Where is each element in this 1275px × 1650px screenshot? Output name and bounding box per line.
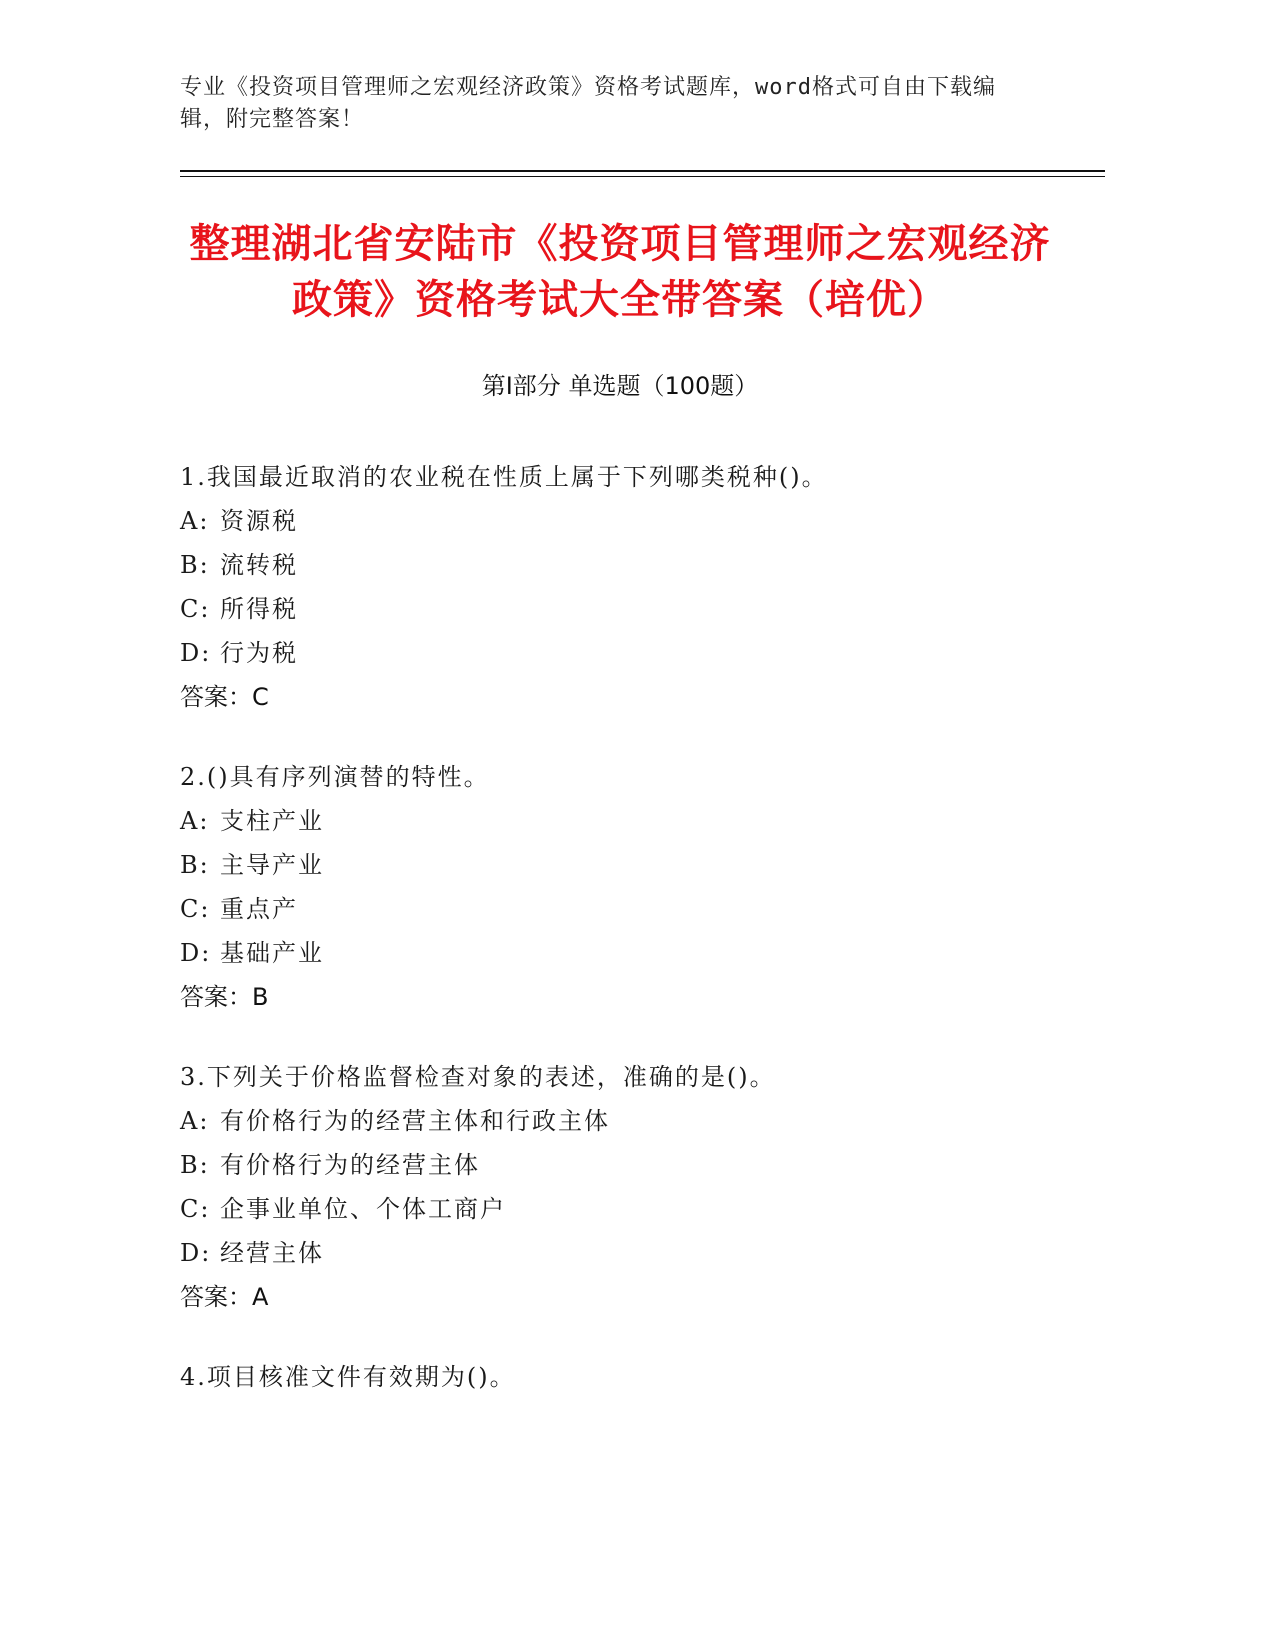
option-b [180, 543, 1080, 587]
option-letter: B: [180, 851, 210, 879]
header-rule-thick [180, 170, 1105, 172]
question-stem: 2.()具有序列演替的特性。 [180, 763, 490, 791]
option-letter: D: [180, 639, 212, 667]
option-a [180, 1099, 1080, 1143]
option-text: 所得税 [220, 595, 298, 623]
question-stem: 4.项目核准文件有效期为()。 [180, 1363, 516, 1391]
option-d [180, 1231, 1080, 1275]
answer-line: 答案：A [180, 1283, 269, 1311]
option-letter: B: [180, 1151, 210, 1179]
option-text: 资源税 [220, 507, 298, 535]
section-title: 第I部分 单选题（100题） [481, 372, 759, 400]
option-letter: A: [180, 507, 210, 535]
option-text: 经营主体 [220, 1239, 324, 1267]
question-1 [180, 455, 1080, 719]
option-letter: C: [180, 895, 211, 923]
option-text: 主导产业 [220, 851, 324, 879]
option-d [180, 631, 1080, 675]
option-letter: A: [180, 1107, 210, 1135]
question-stem: 3.下列关于价格监督检查对象的表述，准确的是()。 [180, 1063, 776, 1091]
question-stem: 1.我国最近取消的农业税在性质上属于下列哪类税种()。 [180, 463, 828, 491]
option-c [180, 587, 1080, 631]
question-2 [180, 755, 1080, 1019]
document-title: 整理湖北省安陆市《投资项目管理师之宏观经济政策》资格考试大全带答案（培优） [189, 221, 1051, 323]
option-text: 支柱产业 [220, 807, 324, 835]
option-text: 有价格行为的经营主体 [220, 1151, 480, 1179]
option-b [180, 1143, 1080, 1187]
option-a [180, 799, 1080, 843]
option-c [180, 887, 1080, 931]
header-rule-thin [180, 176, 1105, 177]
option-b [180, 843, 1080, 887]
option-text: 基础产业 [220, 939, 324, 967]
option-letter: B: [180, 551, 210, 579]
option-letter: C: [180, 1195, 211, 1223]
option-text: 流转税 [220, 551, 298, 579]
option-text: 企事业单位、个体工商户 [220, 1195, 506, 1223]
option-letter: D: [180, 939, 212, 967]
option-c [180, 1187, 1080, 1231]
question-3 [180, 1055, 1080, 1319]
option-letter: C: [180, 595, 211, 623]
option-text: 行为税 [220, 639, 298, 667]
question-list [180, 455, 1080, 1435]
answer-line: 答案：C [180, 683, 269, 711]
option-letter: D: [180, 1239, 212, 1267]
header-note: 专业《投资项目管理师之宏观经济政策》资格考试题库，word格式可自由下载编辑，附完整答案！ [180, 75, 996, 132]
option-text: 重点产 [220, 895, 298, 923]
option-a [180, 499, 1080, 543]
option-d [180, 931, 1080, 975]
answer-line: 答案：B [180, 983, 269, 1011]
question-4 [180, 1355, 1080, 1399]
option-letter: A: [180, 807, 210, 835]
option-text: 有价格行为的经营主体和行政主体 [220, 1107, 610, 1135]
